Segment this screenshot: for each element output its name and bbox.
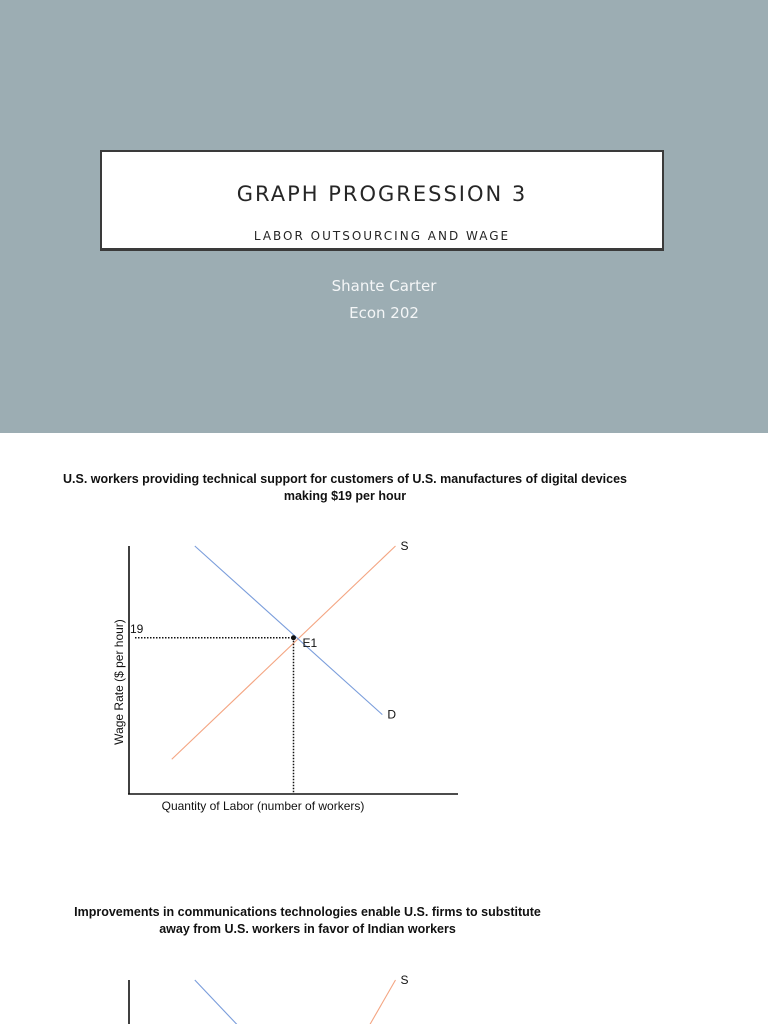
chart2-title-line: away from U.S. workers in favor of Indian workers	[159, 922, 456, 936]
equilibrium-label: E1	[302, 635, 318, 650]
series-label: D	[387, 707, 397, 722]
chart1	[0, 530, 768, 830]
series-line-s	[172, 546, 396, 759]
chart2	[0, 964, 768, 1024]
title-slide	[0, 0, 768, 433]
equilibrium-point	[291, 635, 296, 640]
slide-title: GRAPH PROGRESSION 3	[236, 182, 528, 206]
y-axis-label: Wage Rate ($ per hour)	[112, 619, 126, 745]
series-label: S	[400, 973, 409, 987]
chart1-title-line: U.S. workers providing technical support for customers of U.S. manufactures of digital devices	[62, 472, 627, 486]
series-label: S	[400, 539, 409, 553]
title-box	[100, 150, 664, 251]
chart2-title-line: Improvements in communications technologies enable U.S. firms to substitute	[74, 905, 541, 919]
y-tick-label: 19	[130, 621, 144, 636]
series-line-d	[195, 980, 277, 1024]
series-line-s	[310, 980, 396, 1024]
slide-subtitle: LABOR OUTSOURCING AND WAGE	[253, 229, 511, 243]
series-line-d	[195, 546, 383, 715]
x-axis-label: Quantity of Labor (number of workers)	[161, 799, 365, 813]
chart1-title-line: making $19 per hour	[283, 489, 407, 503]
chart2-title	[60, 904, 555, 938]
course-name: Econ 202	[349, 304, 419, 322]
chart1-title	[60, 471, 630, 505]
author-name: Shante Carter	[331, 277, 437, 295]
